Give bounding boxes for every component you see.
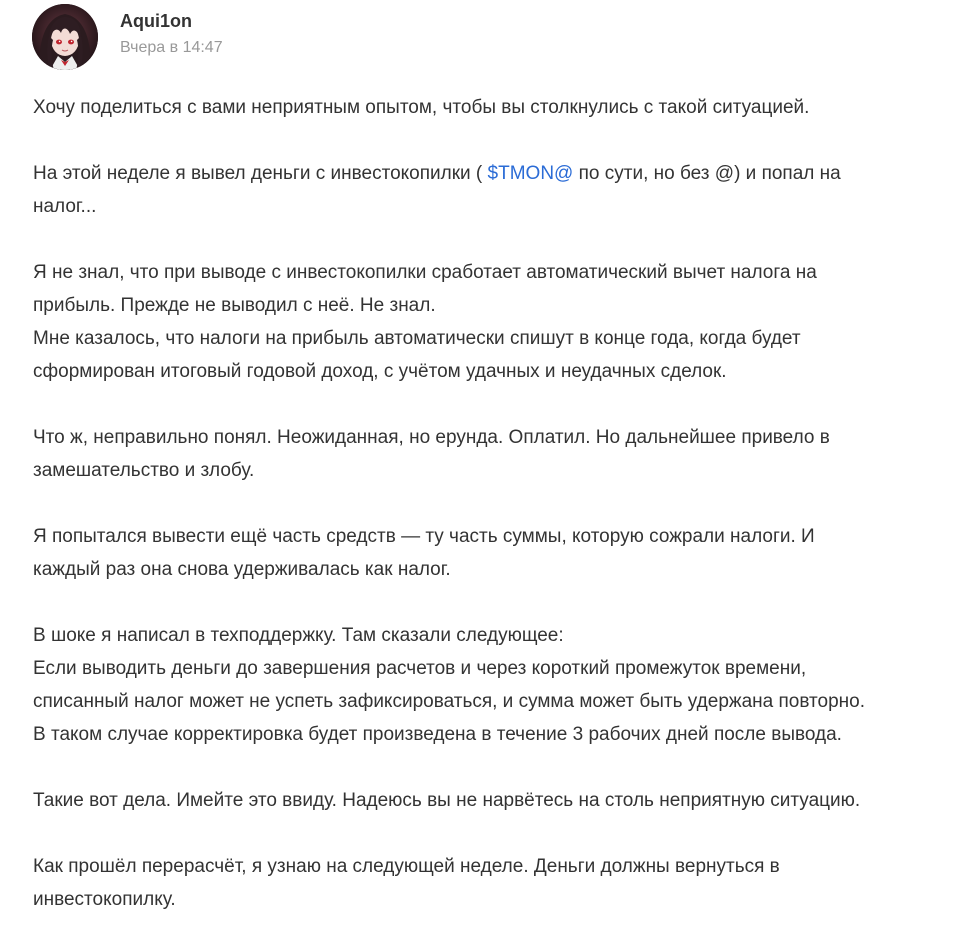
avatar[interactable] bbox=[32, 4, 98, 70]
author-name[interactable]: Aqui1on bbox=[120, 11, 192, 31]
text-segment: На этой неделе я вывел деньги с инвестокопилки ( bbox=[33, 163, 488, 184]
text-line: Что ж, неправильно понял. Неожиданная, но ерунда. Оплатил. Но дальнейшее привело в bbox=[33, 427, 830, 448]
paragraph-7 bbox=[33, 784, 958, 817]
paragraph-4 bbox=[33, 421, 958, 487]
paragraph-8 bbox=[33, 850, 958, 916]
text-line: Если выводить деньги до завершения расчетов и через короткий промежуток времени, bbox=[33, 658, 807, 679]
paragraph-3 bbox=[33, 256, 958, 388]
paragraph-1 bbox=[33, 91, 958, 124]
paragraph-5 bbox=[33, 520, 958, 586]
text-line: Я попытался вывести ещё часть средств — ту часть суммы, которую сожрали налоги. И bbox=[33, 526, 815, 547]
post-time[interactable]: Вчера в 14:47 bbox=[120, 39, 223, 56]
text-line: Такие вот дела. Имейте это ввиду. Надеюсь вы не нарвётесь на столь неприятную ситуацию. bbox=[33, 790, 861, 811]
paragraph-6 bbox=[33, 619, 958, 751]
text-line: В таком случае корректировка будет произведена в течение 3 рабочих дней после вывода. bbox=[33, 724, 842, 745]
post-body bbox=[33, 91, 958, 916]
text-line: Хочу поделиться с вами неприятным опытом, чтобы вы столкнулись с такой ситуацией. bbox=[33, 97, 810, 118]
text-line: Как прошёл перерасчёт, я узнаю на следующей неделе. Деньги должны вернуться в bbox=[33, 856, 780, 877]
paragraph-2 bbox=[33, 157, 958, 223]
text-line: инвестокопилку. bbox=[33, 889, 176, 910]
text-line: налог... bbox=[33, 196, 97, 217]
text-line: каждый раз она снова удерживалась как налог. bbox=[33, 559, 451, 580]
post-header bbox=[32, 3, 223, 71]
text-line: Мне казалось, что налоги на прибыль автоматически спишут в конце года, когда будет bbox=[33, 328, 801, 349]
ticker-link[interactable]: $TMON@ bbox=[487, 163, 574, 184]
text-line: сформирован итоговый годовой доход, с учётом удачных и неудачных сделок. bbox=[33, 361, 727, 382]
text-segment: по сути, но без @) и попал на bbox=[573, 163, 841, 184]
author-block bbox=[120, 10, 223, 58]
text-line bbox=[33, 157, 958, 190]
anime-avatar-icon bbox=[32, 4, 98, 70]
text-line: В шоке я написал в техподдержку. Там сказали следующее: bbox=[33, 625, 564, 646]
text-line: замешательство и злобу. bbox=[33, 460, 255, 481]
text-line: Я не знал, что при выводе с инвестокопилки сработает автоматический вычет налога на bbox=[33, 262, 817, 283]
text-line: прибыль. Прежде не выводил с неё. Не знал. bbox=[33, 295, 436, 316]
text-line: списанный налог может не успеть зафиксироваться, и сумма может быть удержана повторно. bbox=[33, 691, 865, 712]
